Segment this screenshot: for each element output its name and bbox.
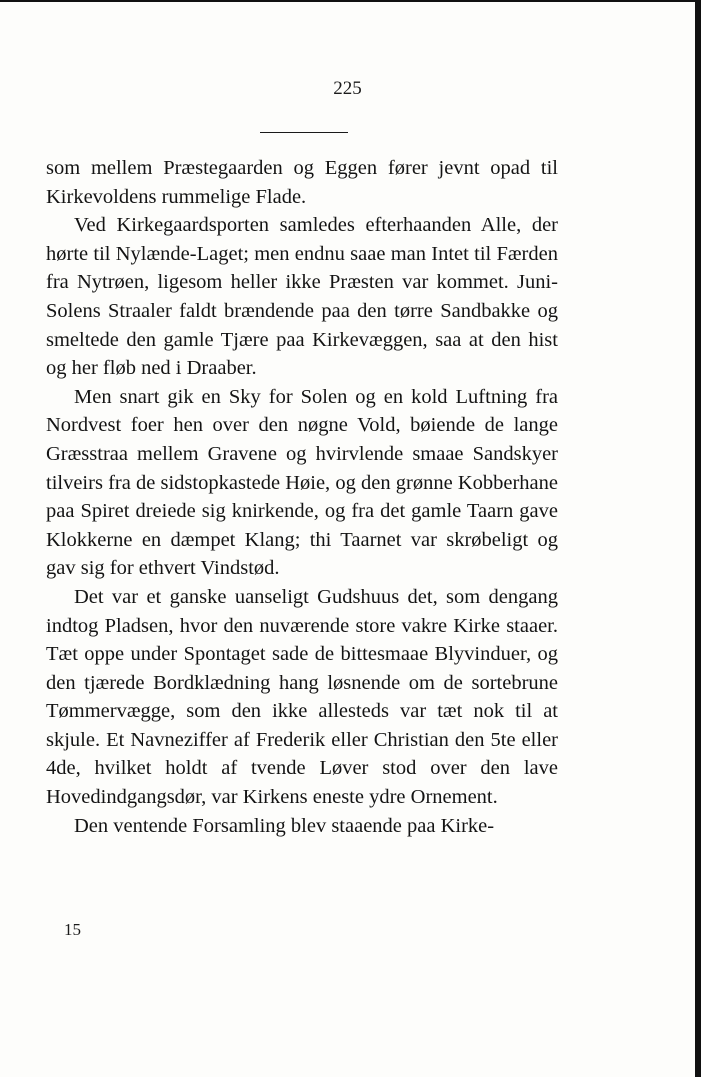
signature-mark: 15 <box>64 920 81 939</box>
paragraph-1: som mellem Præstegaarden og Eggen fører jevnt opad til Kirkevoldens rummelige Flade. <box>46 157 558 208</box>
paragraph-2: Ved Kirkegaardsporten samledes efterhaanden Alle, der hørte til Nylænde-Laget; men endnu saae man Intet til Færden fra Nytrøen, ligesom heller ikke Præsten var kommet. Juni-Solens Straaler faldt brændende paa den tørre Sandbakke og smeltede den gamle Tjære paa Kirkevæggen, saa at den hist og her fløb ned i Draaber. <box>46 214 558 380</box>
body-text <box>46 154 558 840</box>
paragraph-5: Den ventende Forsamling blev staaende paa Kirke- <box>74 814 495 837</box>
page-number: 225 <box>333 78 362 99</box>
header-rule <box>260 132 348 133</box>
paragraph-4: Det var et ganske uanseligt Gudshuus det, som dengang indtog Pladsen, hvor den nuværende store vakre Kirke staaer. Tæt oppe under Spontaget sade de bittesmaae Blyvinduer, og den tjærede Bordklædning hang løsnende om de sortebrune Tømmervægge, som den ikke allesteds var tæt nok til at skjule. Et Navneziffer af Frederik eller Christian den 5te eller 4de, hvilket holdt af tvende Løver stod over den lave Hovedindgangsdør, var Kirkens eneste ydre Ornement. <box>46 585 558 809</box>
paragraph-3: Men snart gik en Sky for Solen og en kold Luftning fra Nordvest foer hen over den nøgne Vold, bøiende de lange Græsstraa mellem Gravene og hvirvlende smaae Sandskyer tilveirs fra de sidstopkastede Høie, og den grønne Kobberhane paa Spiret dreiede sig knirkende, og fra det gamle Taarn gave Klokkerne en dæmpet Klang; thi Taarnet var skrøbeligt og gav sig for ethvert Vindstød. <box>46 385 558 580</box>
